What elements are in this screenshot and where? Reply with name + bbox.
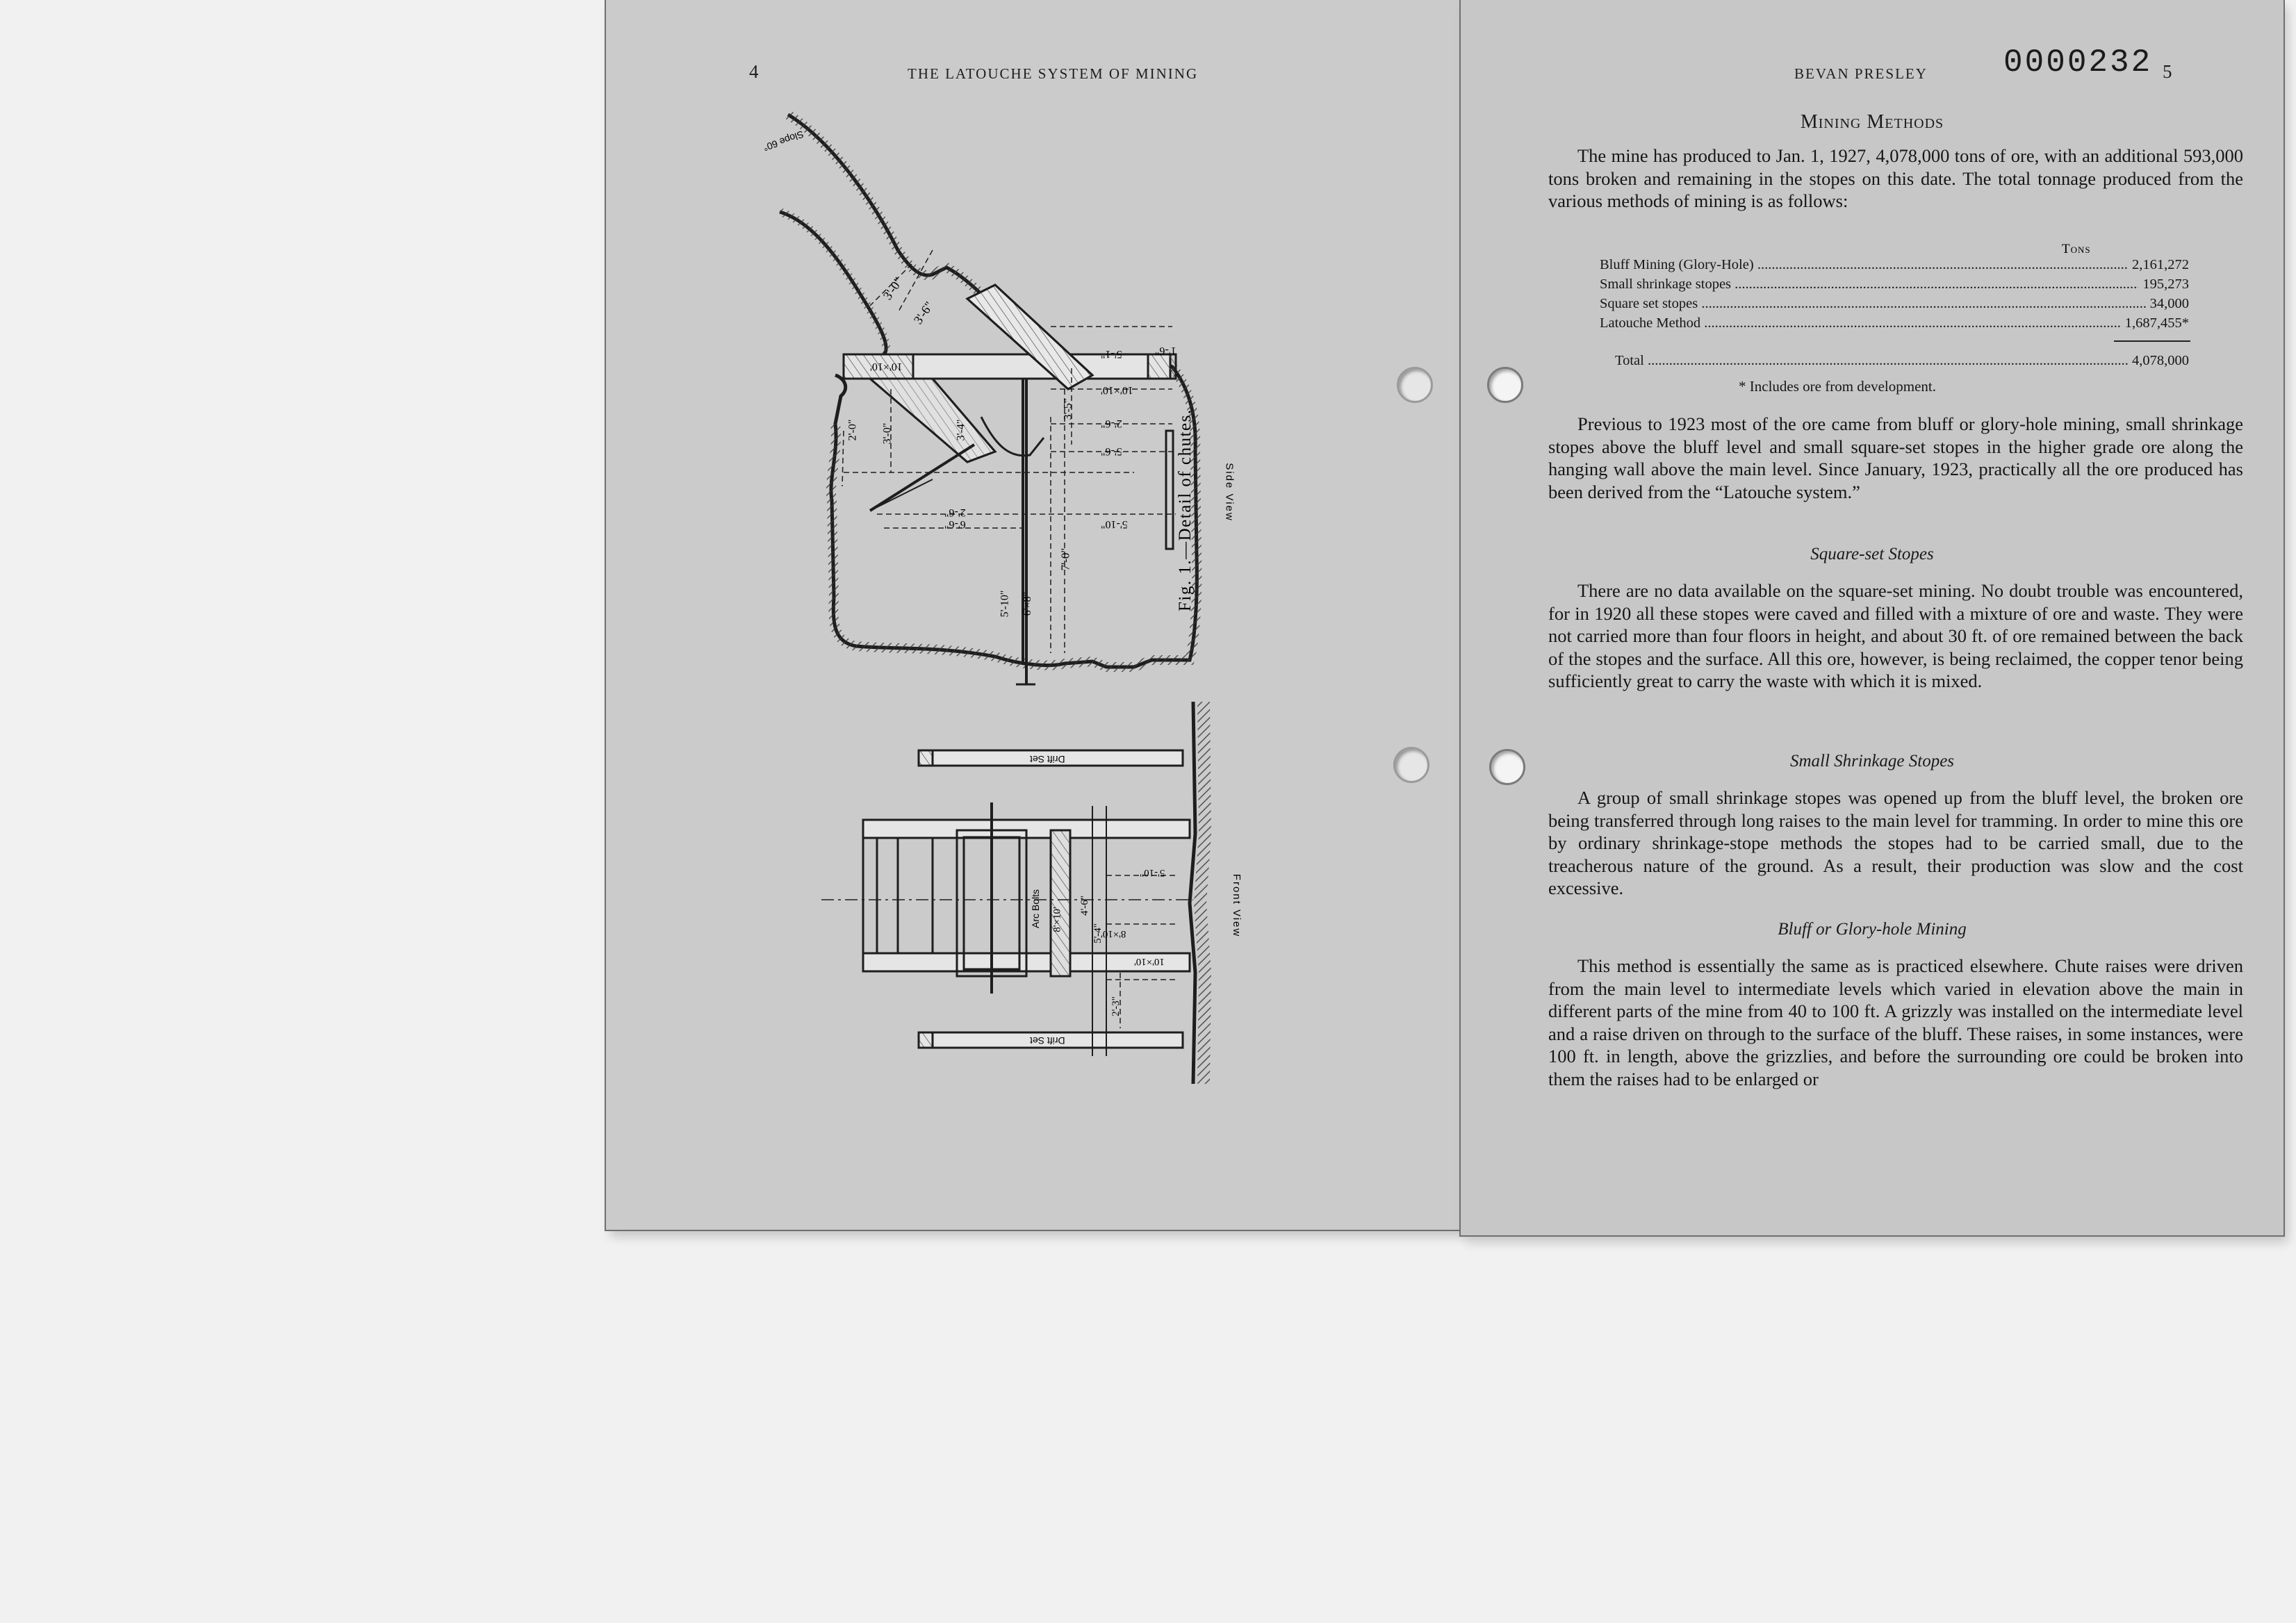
- punch-hole: [1487, 367, 1523, 403]
- front-view-label: Front View: [1231, 873, 1243, 938]
- slope-label: Slope 60°: [762, 129, 805, 154]
- punch-hole: [1397, 367, 1433, 403]
- right-page-number: 5: [2163, 61, 2172, 82]
- total-row-wrap: [1615, 353, 2189, 372]
- chute-figure: [606, 0, 1461, 1230]
- front-view: [821, 702, 1205, 1084]
- paragraph-bluff: This method is essentially the same as is practiced elsewhere. Chute raises were driven from the main level to intermediate levels which varied in elevation above the main in different parts of the mine from 40 to 100 ft. A grizzly was installed on the intermediate level and a raise driven on through to the surface of the bluff. These raises, in some instances, were 100 ft. in length, above the grizzlies, and before the surrounding ore could be broken into them the raises had to be enlarged or: [1548, 955, 2243, 1089]
- figure-caption: Fig. 1.—Detail of chutes.: [1176, 409, 1195, 611]
- dim-5-10-front: 5'-10": [1140, 867, 1165, 878]
- dim-5-5: 3'-5": [1062, 398, 1074, 420]
- table-row: Square set stopes ..... 34,000: [1600, 296, 2189, 315]
- dim-5-1-top: 5'-1": [1101, 348, 1122, 360]
- dim-10x10-mid: 10'×10': [1101, 384, 1133, 396]
- dim-6-6: 6'-6": [944, 518, 966, 530]
- paragraph-previous: Previous to 1923 most of the ore came from bluff or glory-hole mining, small shrinkage stopes above the bluff level and small square-set stopes in the higher grade ore along the hanging wall above the main level. Since January, 1923, practically all the ore produced has been derived from the “Latouche system.”: [1548, 413, 2243, 502]
- dim-8x10: 8'×10': [1051, 907, 1063, 932]
- dim-5-4: 5'-4": [1092, 923, 1104, 944]
- left-page: [606, 0, 1461, 1230]
- section-title: Mining Methods: [1800, 111, 1944, 133]
- side-view: [780, 115, 1197, 684]
- dim-10x10-front: 10'×10': [1134, 956, 1165, 967]
- dim-2-3: 2'-3": [1110, 996, 1122, 1016]
- dim-2-6a: 2'-6": [1101, 418, 1122, 429]
- table-row: Latouche Method ..... 1,687,455*: [1600, 315, 2189, 335]
- subhead-bluff: Bluff or Glory-hole Mining: [1778, 920, 1967, 939]
- left-page-number: 4: [749, 61, 759, 82]
- side-view-label: Side View: [1223, 463, 1236, 522]
- intro-paragraph: The mine has produced to Jan. 1, 1927, 4,078,000 tons of ore, with an additional 593,000 tons broken and remaining in the stopes on this date. The total tonnage produced from the various methods of mining is as follows:: [1548, 145, 2243, 212]
- table-row: Bluff Mining (Glory-Hole) ..... 2,161,272: [1600, 257, 2189, 277]
- dim-1-6: 1'-6": [1155, 345, 1176, 356]
- sum-rule: [2114, 340, 2190, 342]
- dim-3-4: 3'-4": [955, 419, 967, 441]
- paragraph-shrinkage: A group of small shrinkage stopes was opened up from the bluff level, the broken ore being transferred through long raises to the main level for tramming. In order to mine this ore by ordinary shrinkage-stope methods the stopes had to be carried small, due to the treacherous nature of the ground. As a result, their production was slow and the cost excessive.: [1548, 787, 2243, 899]
- table-row: Small shrinkage stopes ..... 195,273: [1600, 277, 2189, 296]
- dim-2-0: 2'-0": [846, 419, 859, 441]
- dim-5-10: 5'-10": [999, 590, 1011, 618]
- drift-set-label-top: Drift Set: [1030, 754, 1065, 765]
- dim-8x10-b: 8'×10': [1101, 928, 1126, 939]
- dim-7-0: 7'-0": [1058, 547, 1072, 571]
- arc-bolts-label: Arc Bolts: [1030, 889, 1042, 929]
- drift-set-label-bottom: Drift Set: [1030, 1035, 1065, 1046]
- right-running-head: BEVAN PRESLEY: [1794, 65, 1928, 82]
- table-footnote: * Includes ore from development.: [1739, 378, 1936, 395]
- dim-3-6: 3'-6": [910, 299, 936, 327]
- dim-3-0: 3'-0": [880, 274, 905, 303]
- dim-4-6: 4'-6": [1079, 896, 1090, 916]
- dim-3-0b: 3'-0": [881, 422, 894, 445]
- right-page: [1461, 0, 2283, 1235]
- punch-hole: [1489, 749, 1525, 785]
- tons-header: Tons: [2062, 242, 2091, 256]
- dim-5-10-side: 5'-10": [1101, 518, 1128, 530]
- subhead-shrinkage: Small Shrinkage Stopes: [1789, 752, 1955, 771]
- subhead-square-set: Square-set Stopes: [1810, 545, 1934, 563]
- dim-6-8: 6'×8": [1022, 591, 1034, 616]
- document-stamp: 0000232: [2003, 44, 2153, 81]
- dim-5-6: 5'-6": [1101, 445, 1122, 457]
- dim-10x10-top: 10'×10': [870, 361, 903, 372]
- tonnage-table: [1600, 257, 2189, 335]
- total-row: Total ..... 4,078,000: [1615, 353, 2189, 372]
- punch-hole: [1393, 747, 1429, 783]
- left-running-head: THE LATOUCHE SYSTEM OF MINING: [908, 65, 1199, 82]
- dim-2-6b: 2'-6": [944, 506, 966, 518]
- paragraph-square-set: There are no data available on the square-set mining. No doubt trouble was encountered, for in 1920 all these stopes were caved and filled with a mixture of ore and waste. They were not carried more than four floors in height, and about 30 ft. of ore remained between the back of the stopes and the surface. All this ore, however, is being reclaimed, the copper tenor being sufficiently great to carry the waste with which it is mixed.: [1548, 580, 2243, 692]
